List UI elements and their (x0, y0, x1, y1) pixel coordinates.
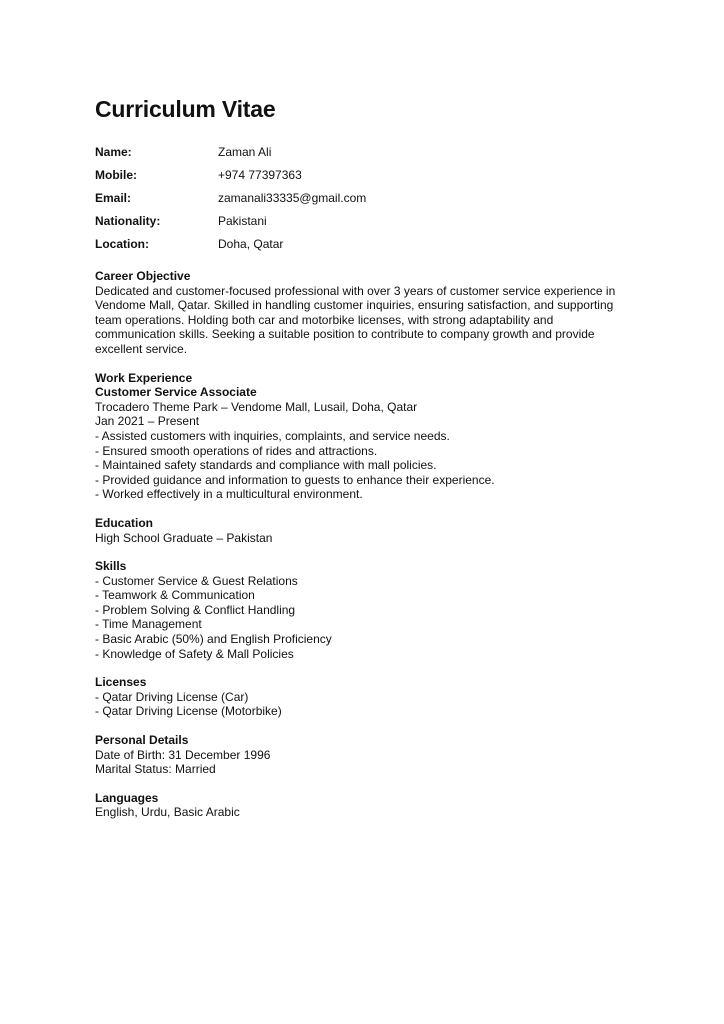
license-item: - Qatar Driving License (Car) (95, 689, 249, 704)
duty-item: - Provided guidance and information to guests to enhance their experience. (95, 472, 495, 487)
paragraph-line: Vendome Mall, Qatar. Skilled in handling customer inquiries, ensuring satisfaction, and supporting (95, 298, 614, 313)
personal-details-section (95, 733, 635, 777)
paragraph-line: communication skills. Seeking a suitable position to contribute to company growth and provide (95, 327, 595, 342)
info-label: Nationality: (95, 213, 161, 228)
duty-item: - Worked effectively in a multicultural environment. (95, 487, 363, 502)
duty-item: - Assisted customers with inquiries, complaints, and service needs. (95, 428, 450, 443)
section-heading: Skills (95, 559, 127, 574)
duty-item: - Maintained safety standards and compliance with mall policies. (95, 458, 437, 473)
info-value: Pakistani (218, 213, 267, 228)
section-heading: Licenses (95, 675, 147, 690)
info-row-email (95, 186, 635, 209)
paragraph-line: excellent service. (95, 341, 188, 356)
info-value: Doha, Qatar (218, 236, 284, 251)
education-section (95, 516, 635, 545)
skill-item: - Problem Solving & Conflict Handling (95, 602, 296, 617)
languages-item: English, Urdu, Basic Arabic (95, 805, 240, 820)
skill-item: - Basic Arabic (50%) and English Proficiency (95, 632, 332, 647)
paragraph-line: Dedicated and customer-focused professional with over 3 years of customer service experience in (95, 283, 616, 298)
info-label: Name: (95, 144, 132, 159)
info-label: Email: (95, 190, 132, 205)
section-heading: Languages (95, 790, 159, 805)
info-value: +974 77397363 (218, 167, 302, 182)
career-objective-section (95, 269, 635, 357)
skills-section (95, 559, 635, 661)
licenses-section (95, 675, 635, 719)
work-experience-section (95, 371, 635, 502)
info-row-location (95, 232, 635, 255)
job-title: Customer Service Associate (95, 385, 257, 400)
skill-item: - Customer Service & Guest Relations (95, 573, 298, 588)
info-label: Mobile: (95, 167, 137, 182)
education-item: High School Graduate – Pakistan (95, 530, 273, 545)
cv-page (95, 94, 635, 820)
info-value: zamanali33335@gmail.com (218, 190, 367, 205)
personal-info-table (95, 140, 635, 255)
section-heading: Work Experience (95, 370, 193, 385)
duty-item: - Ensured smooth operations of rides and attractions. (95, 443, 378, 458)
skill-item: - Teamwork & Communication (95, 588, 255, 603)
info-row-name (95, 140, 635, 163)
personal-detail-item: Date of Birth: 31 December 1996 (95, 747, 271, 762)
paragraph-line: team operations. Holding both car and motorbike licenses, with strong adaptability and (95, 312, 554, 327)
employment-dates: Jan 2021 – Present (95, 414, 200, 429)
personal-detail-item: Marital Status: Married (95, 762, 216, 777)
page-title: Curriculum Vitae (95, 96, 276, 122)
section-heading: Education (95, 515, 154, 530)
section-heading: Personal Details (95, 733, 189, 748)
section-heading: Career Objective (95, 269, 191, 283)
skill-item: - Time Management (95, 617, 202, 632)
info-label: Location: (95, 236, 149, 251)
languages-section (95, 791, 635, 820)
employer: Trocadero Theme Park – Vendome Mall, Lusail, Doha, Qatar (95, 399, 418, 414)
info-row-mobile (95, 163, 635, 186)
skill-item: - Knowledge of Safety & Mall Policies (95, 646, 294, 661)
info-row-nationality (95, 209, 635, 232)
info-value: Zaman Ali (218, 144, 272, 159)
license-item: - Qatar Driving License (Motorbike) (95, 704, 282, 719)
